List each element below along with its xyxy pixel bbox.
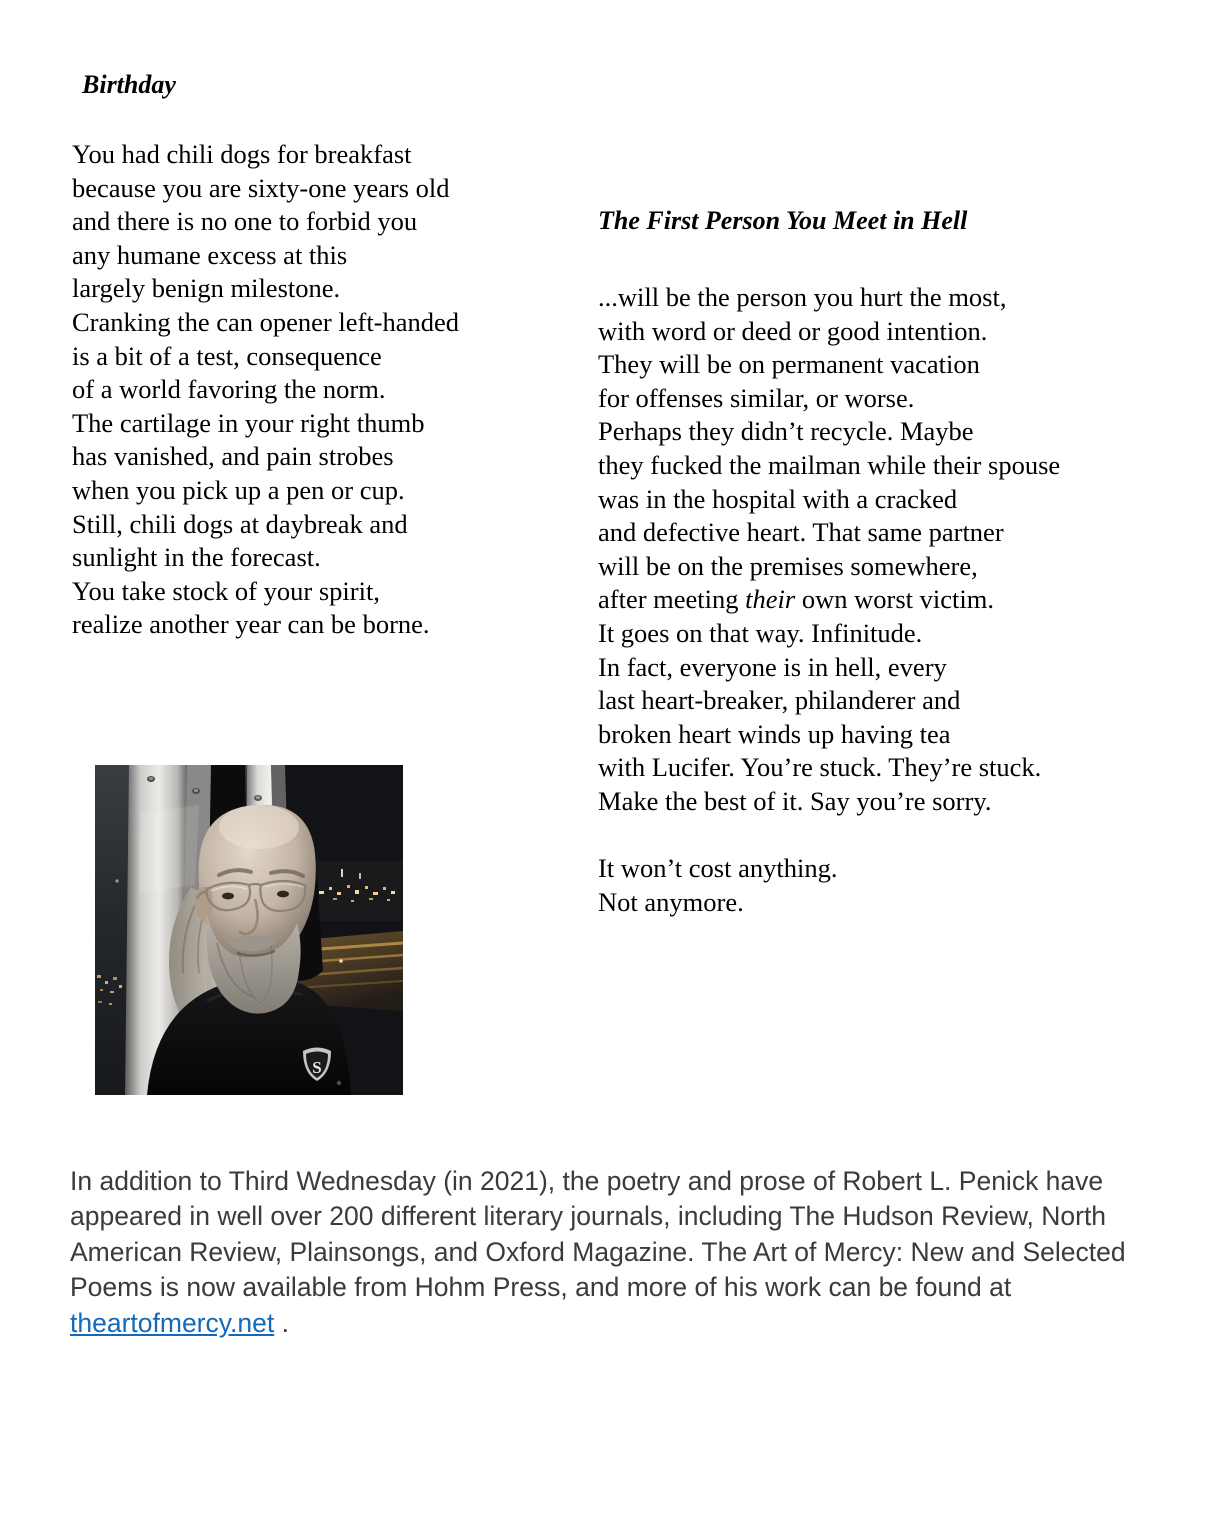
- author-photo: [95, 765, 403, 1095]
- poem-line: You take stock of your spirit,: [72, 575, 380, 606]
- poem-line-with-emphasis: [598, 583, 1158, 617]
- line-prefix: after meeting: [598, 584, 746, 615]
- poem-line: You had chili dogs for breakfast: [72, 139, 412, 169]
- poem-line: because you are sixty-one years old: [72, 172, 450, 203]
- poem-line: ...will be the person you hurt the most,: [598, 282, 1007, 312]
- poem-line: they fucked the mailman while their spouse: [598, 449, 1061, 480]
- stanza-break: [598, 819, 1158, 853]
- poem-line: of a world favoring the norm.: [72, 374, 386, 405]
- poem-first-person-you-meet-in-hell: [598, 206, 1158, 919]
- poem-line: Make the best of it. Say you’re sorry.: [598, 785, 992, 816]
- poem-line: Not anymore.: [598, 886, 744, 917]
- poem-line: realize another year can be borne.: [72, 609, 430, 640]
- poem-line: will be on the premises somewhere,: [598, 550, 978, 581]
- poem-line: The cartilage in your right thumb: [72, 407, 425, 438]
- bio-text-after-link: .: [274, 1307, 289, 1338]
- poem-birthday-body: [72, 138, 562, 642]
- author-photo-image: [95, 765, 403, 1095]
- poem-line: last heart-breaker, philanderer and: [598, 685, 961, 716]
- poem-line: largely benign milestone.: [72, 273, 341, 304]
- poem-hell-title: The First Person You Meet in Hell: [598, 206, 968, 235]
- poem-line: and there is no one to forbid you: [72, 206, 418, 237]
- poem-line: with Lucifer. You’re stuck. They’re stuck.: [598, 752, 1042, 783]
- poem-line: with word or deed or good intention.: [598, 315, 988, 346]
- poem-line: is a bit of a test, consequence: [72, 340, 382, 371]
- poem-line: Cranking the can opener left-handed: [72, 306, 460, 337]
- author-bio: [70, 1164, 1155, 1342]
- poem-birthday-title: Birthday: [82, 70, 176, 99]
- poem-line: In fact, everyone is in hell, every: [598, 651, 947, 682]
- poem-line: broken heart winds up having tea: [598, 718, 951, 749]
- poem-line: when you pick up a pen or cup.: [72, 474, 405, 505]
- svg-text:S: S: [312, 1058, 322, 1077]
- poem-birthday: [72, 70, 562, 642]
- poem-line: any humane excess at this: [72, 239, 348, 270]
- poem-line: They will be on permanent vacation: [598, 349, 980, 380]
- poem-line: Perhaps they didn’t recycle. Maybe: [598, 416, 974, 447]
- theartofmercy-link[interactable]: theartofmercy.net: [70, 1307, 275, 1338]
- poem-line: It won’t cost anything.: [598, 853, 838, 884]
- poem-line: for offenses similar, or worse.: [598, 382, 915, 413]
- poem-line: sunlight in the forecast.: [72, 542, 321, 573]
- poem-line: has vanished, and pain strobes: [72, 441, 394, 472]
- poem-line: It goes on that way. Infinitude.: [598, 617, 923, 648]
- poem-line: and defective heart. That same partner: [598, 517, 1004, 548]
- bio-text-before-link: In addition to Third Wednesday (in 2021), the poetry and prose of Robert L. Penick have appeared in well over 200 different literary journals, including The Hudson Review, North American Review, Plainsongs, and Oxford Magazine. The Art of Mercy: New and Selected Poems is now available from Hohm Press, and more of his work can be found at: [70, 1165, 1126, 1302]
- poem-hell-body: [598, 281, 1158, 919]
- poem-line: Still, chili dogs at daybreak and: [72, 508, 408, 539]
- line-suffix: own worst victim.: [795, 584, 994, 615]
- emphasis-their: their: [745, 584, 796, 615]
- poem-line: was in the hospital with a cracked: [598, 483, 958, 514]
